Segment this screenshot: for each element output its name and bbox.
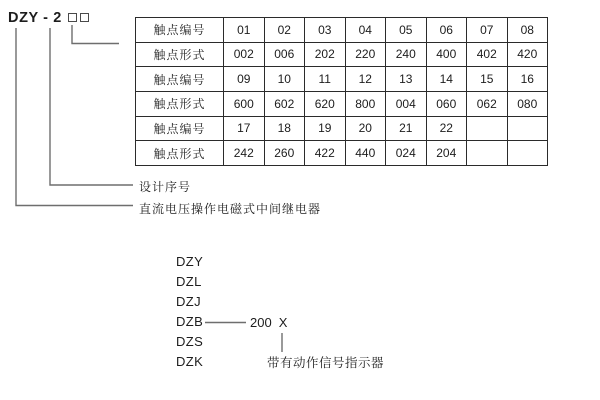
table-cell — [507, 116, 548, 141]
table-cell: 220 — [345, 42, 386, 67]
table-cell: 08 — [507, 18, 548, 43]
model-code-text: DZY - 2 — [8, 9, 62, 26]
row-header-cell: 触点编号 — [136, 67, 224, 92]
table-cell: 024 — [386, 141, 427, 166]
table-cell: 11 — [305, 67, 346, 92]
model-series-list — [176, 252, 203, 372]
contact-table-body — [136, 18, 548, 166]
table-cell — [507, 141, 548, 166]
table-cell: 420 — [507, 42, 548, 67]
table-cell: 002 — [224, 42, 265, 67]
table-cell: 19 — [305, 116, 346, 141]
table-row — [136, 67, 548, 92]
table-cell: 18 — [264, 116, 305, 141]
table-cell — [467, 116, 508, 141]
dzb-example-number: 200 — [250, 315, 272, 330]
table-cell: 20 — [345, 116, 386, 141]
model-item-dzl: DZL — [176, 274, 202, 289]
indicator-note-label: 带有动作信号指示器 — [267, 356, 385, 370]
table-cell: 14 — [426, 67, 467, 92]
table-cell: 204 — [426, 141, 467, 166]
table-cell: 15 — [467, 67, 508, 92]
table-cell: 240 — [386, 42, 427, 67]
connector-contact-code-line — [72, 25, 119, 44]
row-header-cell: 触点形式 — [136, 42, 224, 67]
relay-type-label: 直流电压操作电磁式中间继电器 — [139, 202, 322, 216]
table-cell — [467, 141, 508, 166]
table-cell: 07 — [467, 18, 508, 43]
row-header-cell: 触点形式 — [136, 91, 224, 116]
table-cell: 260 — [264, 141, 305, 166]
contact-table — [135, 17, 548, 166]
model-item-dzk: DZK — [176, 354, 204, 369]
table-cell: 602 — [264, 91, 305, 116]
model-item-dzs: DZS — [176, 334, 204, 349]
table-cell: 080 — [507, 91, 548, 116]
table-cell: 09 — [224, 67, 265, 92]
connector-relay-type-line — [16, 28, 133, 206]
table-cell: 440 — [345, 141, 386, 166]
connector-design-serial-line — [50, 28, 133, 185]
code-placeholder-box-1 — [68, 13, 77, 22]
table-cell: 242 — [224, 141, 265, 166]
table-row — [136, 18, 548, 43]
table-cell: 02 — [264, 18, 305, 43]
table-row — [136, 141, 548, 166]
table-cell: 600 — [224, 91, 265, 116]
row-header-cell: 触点形式 — [136, 141, 224, 166]
table-cell: 03 — [305, 18, 346, 43]
table-cell: 422 — [305, 141, 346, 166]
model-item-dzj: DZJ — [176, 294, 202, 309]
model-code — [8, 10, 89, 25]
code-placeholder-box-2 — [80, 13, 89, 22]
table-cell: 17 — [224, 116, 265, 141]
table-cell: 060 — [426, 91, 467, 116]
design-serial-label: 设计序号 — [139, 180, 192, 194]
table-cell: 05 — [386, 18, 427, 43]
table-cell: 402 — [467, 42, 508, 67]
table-cell: 16 — [507, 67, 548, 92]
table-cell: 21 — [386, 116, 427, 141]
table-cell: 620 — [305, 91, 346, 116]
table-cell: 10 — [264, 67, 305, 92]
dzb-example-suffix — [250, 316, 287, 329]
table-row — [136, 42, 548, 67]
table-row — [136, 116, 548, 141]
table-cell: 400 — [426, 42, 467, 67]
table-cell: 12 — [345, 67, 386, 92]
table-cell: 004 — [386, 91, 427, 116]
table-cell: 006 — [264, 42, 305, 67]
table-cell: 04 — [345, 18, 386, 43]
table-cell: 13 — [386, 67, 427, 92]
dzb-example-letter: X — [278, 315, 288, 330]
table-cell: 202 — [305, 42, 346, 67]
model-item-dzy: DZY — [176, 254, 204, 269]
row-header-cell: 触点编号 — [136, 18, 224, 43]
table-cell: 22 — [426, 116, 467, 141]
table-cell: 06 — [426, 18, 467, 43]
table-row — [136, 91, 548, 116]
row-header-cell: 触点编号 — [136, 116, 224, 141]
model-item-dzb: DZB — [176, 314, 204, 329]
table-cell: 01 — [224, 18, 265, 43]
table-cell: 062 — [467, 91, 508, 116]
table-cell: 800 — [345, 91, 386, 116]
